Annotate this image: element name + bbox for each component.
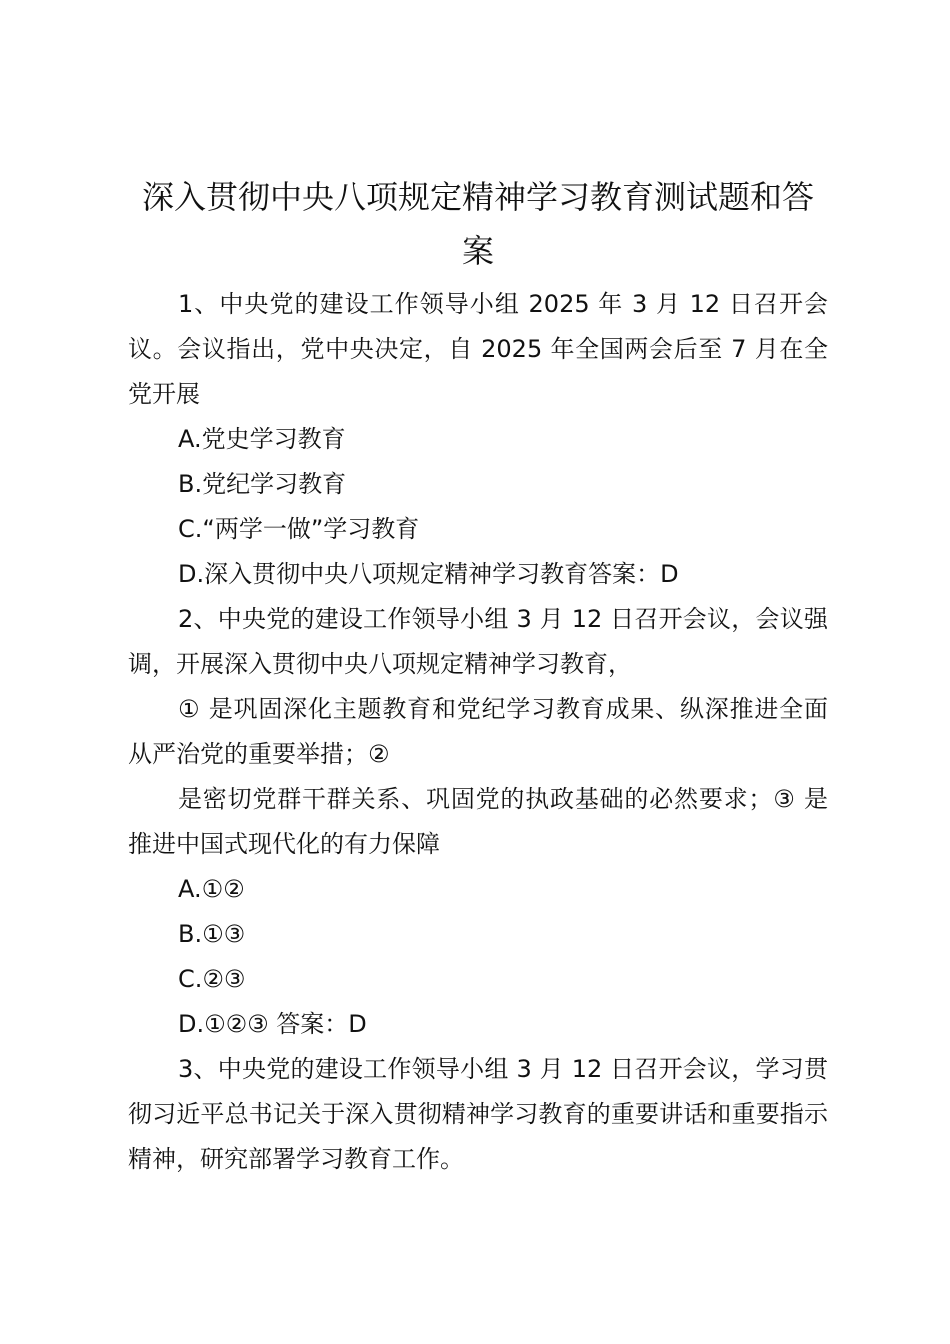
question-2-option-a: A.①② <box>178 875 245 903</box>
question-1-stem: 1、中央党的建设工作领导小组 2025 年 3 月 12 日召开会议。会议指出，党中央决定，自 2025 年全国两会后至 7 月在全党开展 <box>128 290 828 408</box>
document-page <box>128 170 828 1182</box>
question-1-option-d-answer: D.深入贯彻中央八项规定精神学习教育答案：D <box>178 560 679 588</box>
document-title: 深入贯彻中央八项规定精神学习教育测试题和答案 <box>141 178 814 270</box>
question-2-item-2: 是密切党群干群关系、巩固党的执政基础的必然要求；③ 是推进中国式现代化的有力保障 <box>128 785 828 858</box>
question-2-option-d-answer: D.①②③ 答案：D <box>178 1010 367 1038</box>
question-2-stem: 2、中央党的建设工作领导小组 3 月 12 日召开会议，会议强调，开展深入贯彻中央八项规定精神学习教育， <box>128 605 828 678</box>
question-1-option-b: B.党纪学习教育 <box>178 470 347 498</box>
question-2-option-c: C.②③ <box>178 965 246 993</box>
question-3-stem: 3、中央党的建设工作领导小组 3 月 12 日召开会议，学习贯彻习近平总书记关于深入贯彻精神学习教育的重要讲话和重要指示精神，研究部署学习教育工作。 <box>128 1055 828 1173</box>
question-2-item-1: ① 是巩固深化主题教育和党纪学习教育成果、纵深推进全面从严治党的重要举措；② <box>128 695 828 768</box>
question-2-option-b: B.①③ <box>178 920 246 948</box>
question-1-option-a: A.党史学习教育 <box>178 425 346 453</box>
question-1-option-c: C.“两学一做”学习教育 <box>178 515 420 543</box>
